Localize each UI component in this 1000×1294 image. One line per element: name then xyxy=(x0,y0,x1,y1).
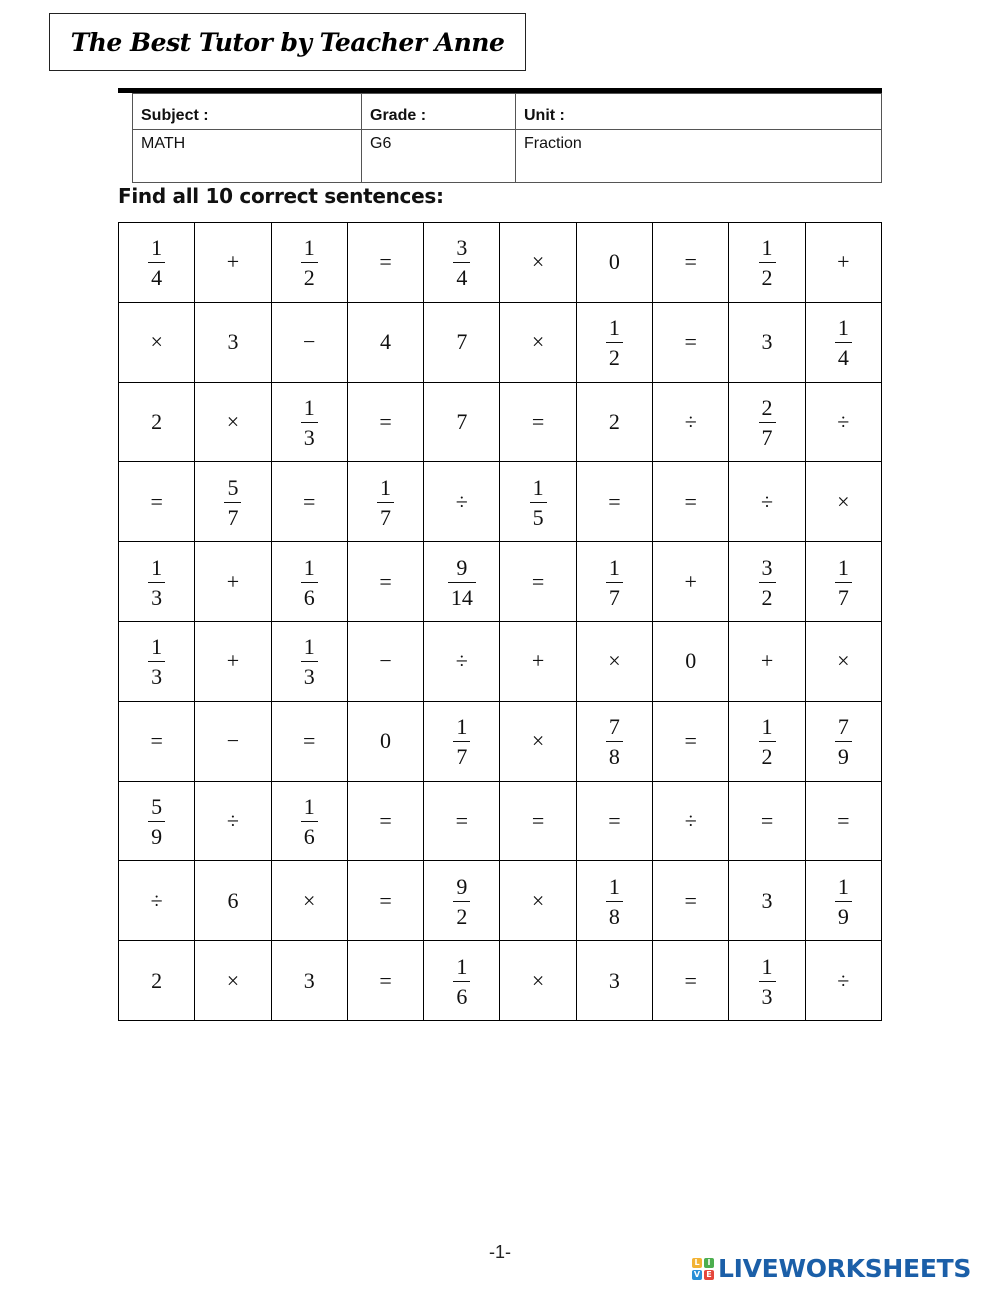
grid-cell[interactable] xyxy=(500,861,576,941)
grid-symbol: × xyxy=(531,329,545,355)
logo-tile: V xyxy=(693,1269,701,1279)
grid-symbol: = xyxy=(531,807,545,833)
fraction xyxy=(835,716,852,768)
grade-value: G6 xyxy=(362,130,516,183)
grid-symbol: 4 xyxy=(380,329,392,355)
fraction-numerator: 1 xyxy=(151,235,163,261)
fraction-numerator: 1 xyxy=(303,634,315,660)
grid-cell[interactable] xyxy=(347,941,423,1021)
fraction xyxy=(453,237,470,289)
fraction xyxy=(606,554,623,610)
grid-cell[interactable] xyxy=(195,861,271,941)
info-table xyxy=(132,93,882,183)
grid-cell[interactable] xyxy=(653,302,729,382)
grid-symbol: = xyxy=(608,488,621,514)
grid-cell[interactable] xyxy=(729,861,805,941)
grid-symbol: × xyxy=(531,249,545,275)
fraction-numerator: 5 xyxy=(151,793,163,819)
grid-cell[interactable] xyxy=(271,462,347,542)
fraction xyxy=(606,317,623,369)
grid-symbol: = xyxy=(531,568,545,594)
fraction-denominator: 2 xyxy=(759,582,776,609)
grid-symbol: = xyxy=(684,329,697,355)
grid-symbol: = xyxy=(684,967,697,993)
grid-cell[interactable] xyxy=(195,542,271,622)
grid-cell[interactable] xyxy=(576,861,652,941)
fraction xyxy=(453,716,470,768)
grid-cell[interactable] xyxy=(271,941,347,1021)
grid-symbol: × xyxy=(837,648,850,674)
grid-symbol: 3 xyxy=(303,967,315,993)
logo-tile: L xyxy=(692,1258,702,1268)
grid-cell[interactable] xyxy=(729,382,805,462)
grid-symbol: × xyxy=(608,648,621,674)
grid-cell[interactable] xyxy=(271,781,347,861)
grid-cell[interactable] xyxy=(119,621,195,701)
grid-cell[interactable] xyxy=(424,302,500,382)
grid-cell[interactable] xyxy=(805,302,881,382)
grid-cell[interactable] xyxy=(500,542,576,622)
grid-cell[interactable] xyxy=(119,223,195,303)
fraction xyxy=(224,474,241,530)
fraction xyxy=(453,953,470,1009)
fraction-numerator: 1 xyxy=(837,873,849,899)
grid-cell[interactable] xyxy=(424,701,500,781)
grid-symbol: ÷ xyxy=(837,967,850,993)
fraction-denominator: 7 xyxy=(835,582,852,609)
grid-symbol: = xyxy=(379,807,392,833)
fraction-numerator: 1 xyxy=(151,634,163,660)
grid-symbol: = xyxy=(455,807,469,833)
fraction-numerator: 7 xyxy=(837,714,849,740)
grid-cell[interactable] xyxy=(805,462,881,542)
puzzle-grid xyxy=(118,222,882,1021)
grid-symbol: ÷ xyxy=(455,488,468,514)
grid-symbol: = xyxy=(379,568,392,594)
grid-cell[interactable] xyxy=(500,302,576,382)
grid-symbol: 2 xyxy=(151,408,163,434)
grid-cell[interactable] xyxy=(195,701,271,781)
grid-symbol: − xyxy=(303,329,316,355)
fraction-denominator: 4 xyxy=(148,262,165,289)
fraction-numerator: 1 xyxy=(761,953,773,979)
grid-symbol: ÷ xyxy=(455,648,468,674)
grid-cell[interactable] xyxy=(424,861,500,941)
grid-symbol: × xyxy=(226,408,240,434)
grid-symbol: + xyxy=(837,249,850,275)
brand-header-box xyxy=(49,13,526,71)
grid-symbol: = xyxy=(684,728,697,754)
grid-cell[interactable] xyxy=(424,462,500,542)
fraction xyxy=(148,636,165,688)
grid-symbol: = xyxy=(150,728,163,754)
fraction-denominator: 3 xyxy=(301,661,318,688)
fraction-numerator: 9 xyxy=(456,554,468,580)
grid-cell[interactable] xyxy=(424,223,500,303)
grid-cell[interactable] xyxy=(271,861,347,941)
grid-cell[interactable] xyxy=(347,781,423,861)
grid-symbol: = xyxy=(608,807,621,833)
grid-cell[interactable] xyxy=(347,542,423,622)
grid-symbol: × xyxy=(531,728,545,754)
fraction-numerator: 1 xyxy=(837,554,849,580)
grid-symbol: × xyxy=(531,967,545,993)
fraction xyxy=(530,474,547,530)
fraction xyxy=(148,237,165,289)
grid-cell[interactable] xyxy=(653,941,729,1021)
grid-row xyxy=(119,462,882,542)
fraction-denominator: 8 xyxy=(606,741,623,768)
fraction-denominator: 6 xyxy=(301,582,318,609)
grid-symbol: 3 xyxy=(227,329,239,355)
grid-cell[interactable] xyxy=(195,941,271,1021)
grid-symbol: × xyxy=(150,329,163,355)
grid-cell[interactable] xyxy=(653,701,729,781)
grid-symbol: = xyxy=(531,408,545,434)
grid-symbol: = xyxy=(837,807,850,833)
grid-row xyxy=(119,223,882,303)
grid-row xyxy=(119,781,882,861)
fraction xyxy=(148,554,165,610)
grid-cell[interactable] xyxy=(195,302,271,382)
grid-symbol: − xyxy=(379,648,392,674)
fraction-numerator: 1 xyxy=(608,873,620,899)
grid-cell[interactable] xyxy=(424,382,500,462)
grid-cell[interactable] xyxy=(347,462,423,542)
fraction-denominator: 9 xyxy=(148,821,165,848)
grid-symbol: = xyxy=(684,887,697,913)
grid-cell[interactable] xyxy=(119,701,195,781)
fraction xyxy=(759,554,776,610)
grid-cell[interactable] xyxy=(500,621,576,701)
grid-cell[interactable] xyxy=(500,223,576,303)
grid-symbol: 6 xyxy=(227,887,239,913)
grid-cell[interactable] xyxy=(729,781,805,861)
grid-cell[interactable] xyxy=(500,382,576,462)
fraction xyxy=(835,317,852,369)
fraction xyxy=(835,873,852,929)
fraction-denominator: 2 xyxy=(301,262,318,289)
grid-symbol: ÷ xyxy=(150,887,163,913)
grid-cell[interactable] xyxy=(576,941,652,1021)
grid-cell[interactable] xyxy=(271,621,347,701)
fraction-numerator: 1 xyxy=(303,394,315,420)
fraction-numerator: 1 xyxy=(761,235,773,261)
grid-symbol: 2 xyxy=(608,408,620,434)
grid-symbol: 7 xyxy=(456,329,468,355)
fraction-denominator: 4 xyxy=(835,342,852,369)
fraction-denominator: 7 xyxy=(224,502,241,529)
grid-cell[interactable] xyxy=(576,462,652,542)
grid-symbol: = xyxy=(303,728,316,754)
grid-symbol: = xyxy=(379,887,392,913)
grid-symbol: − xyxy=(226,728,240,754)
fraction-numerator: 1 xyxy=(837,315,849,341)
liveworksheets-logo-text: LIVEWORKSHEETS xyxy=(718,1254,972,1283)
liveworksheets-logo xyxy=(692,1254,971,1283)
fraction xyxy=(148,793,165,849)
grid-cell[interactable] xyxy=(271,701,347,781)
fraction-numerator: 2 xyxy=(761,394,773,420)
grid-row xyxy=(119,861,882,941)
grid-cell[interactable] xyxy=(653,781,729,861)
grid-cell[interactable] xyxy=(424,941,500,1021)
grid-cell[interactable] xyxy=(576,302,652,382)
grid-cell[interactable] xyxy=(195,621,271,701)
grid-cell[interactable] xyxy=(805,223,881,303)
grid-symbol: ÷ xyxy=(226,807,239,833)
grid-cell[interactable] xyxy=(347,302,423,382)
fraction-numerator: 9 xyxy=(456,873,468,899)
grid-cell[interactable] xyxy=(805,542,881,622)
fraction-numerator: 1 xyxy=(456,953,468,979)
grid-cell[interactable] xyxy=(424,542,500,622)
unit-value: Fraction xyxy=(516,130,882,183)
grid-cell[interactable] xyxy=(576,223,652,303)
grid-cell[interactable] xyxy=(119,382,195,462)
grid-symbol: ÷ xyxy=(684,807,697,833)
grid-cell[interactable] xyxy=(195,781,271,861)
fraction-numerator: 1 xyxy=(532,474,544,500)
fraction xyxy=(759,237,776,289)
fraction-numerator: 3 xyxy=(761,554,773,580)
fraction-denominator: 2 xyxy=(606,342,623,369)
fraction-denominator: 6 xyxy=(301,821,318,848)
grid-symbol: = xyxy=(684,249,697,275)
grid-cell[interactable] xyxy=(347,382,423,462)
fraction xyxy=(759,394,776,450)
fraction-numerator: 1 xyxy=(608,554,620,580)
fraction-numerator: 7 xyxy=(608,714,620,740)
grid-cell[interactable] xyxy=(347,223,423,303)
fraction-denominator: 7 xyxy=(606,582,623,609)
grid-cell[interactable] xyxy=(424,621,500,701)
fraction-numerator: 1 xyxy=(303,235,315,261)
grid-symbol: × xyxy=(303,887,316,913)
grid-cell[interactable] xyxy=(805,382,881,462)
grid-symbol: 3 xyxy=(761,887,773,913)
grid-row xyxy=(119,542,882,622)
fraction-denominator: 2 xyxy=(453,901,470,928)
grid-symbol: 3 xyxy=(608,967,620,993)
grid-cell[interactable] xyxy=(805,621,881,701)
grid-symbol: = xyxy=(379,408,392,434)
grid-symbol: 2 xyxy=(151,967,163,993)
grid-cell[interactable] xyxy=(653,382,729,462)
fraction-numerator: 1 xyxy=(380,474,392,500)
grid-symbol: ÷ xyxy=(684,408,697,434)
grid-symbol: + xyxy=(760,648,774,674)
fraction xyxy=(606,716,623,768)
fraction xyxy=(448,554,476,610)
grid-symbol: = xyxy=(379,249,392,275)
grid-cell[interactable] xyxy=(729,542,805,622)
fraction-denominator: 2 xyxy=(759,741,776,768)
grid-cell[interactable] xyxy=(805,781,881,861)
grid-cell[interactable] xyxy=(195,462,271,542)
grid-symbol: 0 xyxy=(608,249,620,275)
grid-cell[interactable] xyxy=(653,621,729,701)
grid-cell[interactable] xyxy=(119,861,195,941)
grid-symbol: × xyxy=(837,488,850,514)
grid-cell[interactable] xyxy=(729,701,805,781)
grid-symbol: 7 xyxy=(456,408,468,434)
grid-symbol: × xyxy=(531,887,545,913)
grid-symbol: 0 xyxy=(380,728,392,754)
fraction-numerator: 1 xyxy=(761,714,773,740)
grid-row xyxy=(119,382,882,462)
fraction-denominator: 9 xyxy=(835,901,852,928)
grid-cell[interactable] xyxy=(576,781,652,861)
grid-symbol: = xyxy=(303,488,316,514)
fraction-numerator: 1 xyxy=(608,315,620,341)
fraction xyxy=(301,636,318,688)
grid-cell[interactable] xyxy=(729,302,805,382)
grid-symbol: 0 xyxy=(685,648,697,674)
grid-symbol: + xyxy=(226,568,240,594)
grid-cell[interactable] xyxy=(805,701,881,781)
grid-cell[interactable] xyxy=(576,382,652,462)
fraction xyxy=(835,554,852,610)
fraction xyxy=(606,873,623,929)
grid-symbol: = xyxy=(379,967,392,993)
grid-cell[interactable] xyxy=(500,781,576,861)
grid-symbol: ÷ xyxy=(837,408,850,434)
fraction-denominator: 3 xyxy=(301,422,318,449)
fraction xyxy=(759,953,776,1009)
fraction-denominator: 7 xyxy=(759,422,776,449)
instruction-text: Find all 10 correct sentences: xyxy=(118,184,444,208)
grid-cell[interactable] xyxy=(271,542,347,622)
fraction-numerator: 3 xyxy=(456,235,468,261)
subject-label: Subject : xyxy=(133,94,362,130)
fraction-denominator: 8 xyxy=(606,901,623,928)
grid-cell[interactable] xyxy=(347,861,423,941)
grid-symbol: = xyxy=(684,488,697,514)
fraction-numerator: 1 xyxy=(151,554,163,580)
grid-cell[interactable] xyxy=(653,223,729,303)
grid-cell[interactable] xyxy=(119,781,195,861)
grid-symbol: + xyxy=(531,648,545,674)
fraction-denominator: 7 xyxy=(377,502,394,529)
grid-cell[interactable] xyxy=(347,621,423,701)
grid-cell[interactable] xyxy=(500,941,576,1021)
grid-symbol: ÷ xyxy=(760,488,774,514)
grid-row xyxy=(119,701,882,781)
fraction-numerator: 1 xyxy=(456,714,468,740)
grid-cell[interactable] xyxy=(729,223,805,303)
grid-cell[interactable] xyxy=(729,621,805,701)
grid-cell[interactable] xyxy=(805,861,881,941)
fraction xyxy=(301,554,318,610)
grid-cell[interactable] xyxy=(653,462,729,542)
logo-tile: I xyxy=(704,1258,714,1268)
grid-symbol: = xyxy=(760,807,774,833)
fraction-denominator: 6 xyxy=(453,981,470,1008)
grid-cell[interactable] xyxy=(119,941,195,1021)
grid-cell[interactable] xyxy=(500,462,576,542)
grid-cell[interactable] xyxy=(576,701,652,781)
fraction-denominator: 9 xyxy=(835,741,852,768)
grid-cell[interactable] xyxy=(805,941,881,1021)
fraction-denominator: 3 xyxy=(148,582,165,609)
grid-cell[interactable] xyxy=(195,223,271,303)
fraction xyxy=(301,793,318,849)
grid-symbol: 3 xyxy=(761,329,773,355)
grid-symbol: + xyxy=(226,249,240,275)
fraction-denominator: 7 xyxy=(453,741,470,768)
page-number: -1- xyxy=(489,1242,511,1262)
fraction xyxy=(453,873,470,929)
grid-symbol: + xyxy=(226,648,240,674)
grid-symbol: = xyxy=(150,488,163,514)
grid-cell[interactable] xyxy=(653,861,729,941)
fraction-denominator: 3 xyxy=(148,661,165,688)
grid-cell[interactable] xyxy=(347,701,423,781)
grid-cell[interactable] xyxy=(119,302,195,382)
liveworksheets-logo-icon xyxy=(692,1258,714,1280)
fraction-numerator: 1 xyxy=(303,554,315,580)
grid-cell[interactable] xyxy=(271,382,347,462)
grid-cell[interactable] xyxy=(576,542,652,622)
grid-row xyxy=(119,302,882,382)
grid-cell[interactable] xyxy=(119,542,195,622)
fraction xyxy=(301,237,318,289)
grid-cell[interactable] xyxy=(576,621,652,701)
fraction-numerator: 5 xyxy=(227,474,239,500)
fraction xyxy=(301,394,318,450)
fraction xyxy=(759,716,776,768)
grid-cell[interactable] xyxy=(500,701,576,781)
grid-cell[interactable] xyxy=(729,941,805,1021)
grid-cell[interactable] xyxy=(424,781,500,861)
grid-symbol: + xyxy=(684,568,697,594)
logo-tile: E xyxy=(704,1270,714,1280)
subject-value: MATH xyxy=(133,130,362,183)
fraction-denominator: 4 xyxy=(453,262,470,289)
grid-row xyxy=(119,621,882,701)
grid-cell[interactable] xyxy=(653,542,729,622)
fraction xyxy=(377,474,394,530)
grid-row xyxy=(119,941,882,1021)
fraction-denominator: 5 xyxy=(530,502,547,529)
fraction-denominator: 3 xyxy=(759,981,776,1008)
grid-cell[interactable] xyxy=(119,462,195,542)
grid-cell[interactable] xyxy=(271,302,347,382)
grid-cell[interactable] xyxy=(271,223,347,303)
fraction-denominator: 2 xyxy=(759,262,776,289)
fraction-numerator: 1 xyxy=(303,793,315,819)
grid-symbol: × xyxy=(226,967,240,993)
grid-cell[interactable] xyxy=(195,382,271,462)
brand-title: The Best Tutor by Teacher Anne xyxy=(70,27,505,57)
fraction-denominator: 14 xyxy=(448,582,476,609)
grid-cell[interactable] xyxy=(729,462,805,542)
grade-label: Grade : xyxy=(362,94,516,130)
unit-label: Unit : xyxy=(516,94,882,130)
